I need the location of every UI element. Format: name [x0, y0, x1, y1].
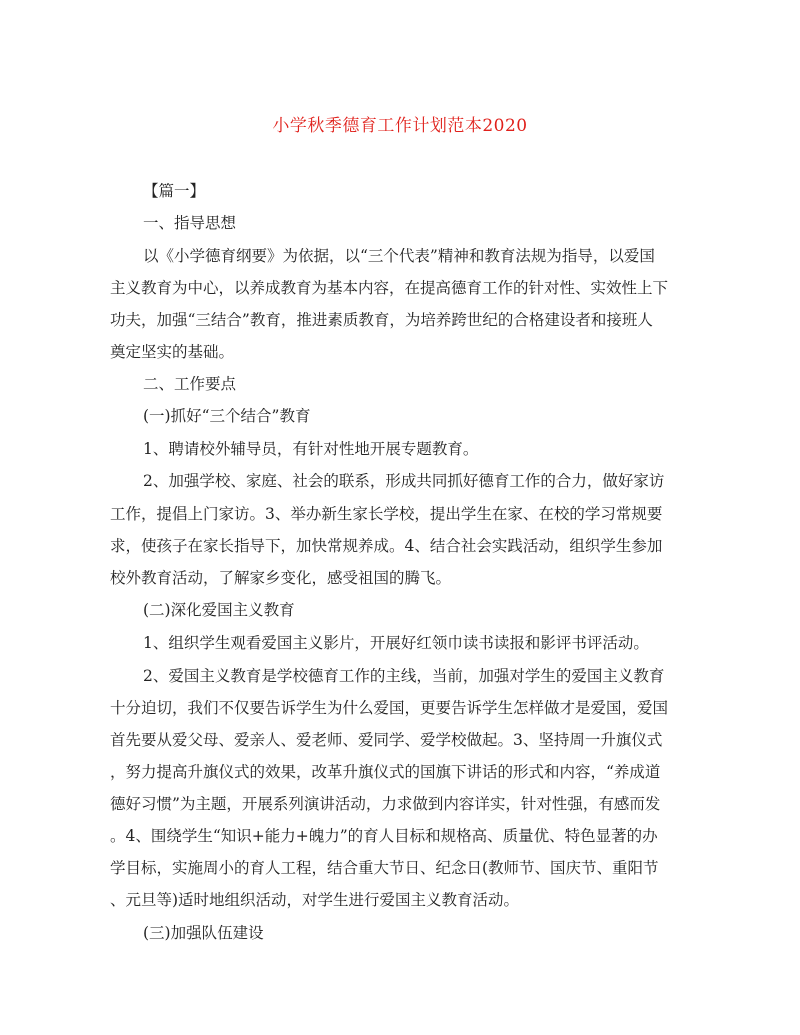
paragraph-line: 工作，提倡上门家访。3、举办新生家长学校，提出学生在家、在校的学习常规要	[110, 505, 663, 523]
document-title: 小学秋季德育工作计划范本2020	[272, 116, 528, 136]
paragraph-line: 。4、围绕学生“知识+能力+魄力”的育人目标和规格高、质量优、特色显著的办	[110, 827, 658, 845]
paragraph-line: 十分迫切，我们不仅要告诉学生为什么爱国，更要告诉学生怎样做才是爱国，爱国	[110, 699, 669, 717]
heading-work-points: 二、工作要点	[143, 375, 237, 393]
paragraph-line: 校外教育活动，了解家乡变化，感受祖国的腾飞。	[110, 569, 452, 587]
paragraph-line: 德好习惯”为主题，开展系列演讲活动，力求做到内容详实，针对性强，有感而发	[110, 795, 661, 813]
subheading-three-combinations: (一)抓好“三个结合”教育	[143, 407, 311, 425]
paragraph-line: 学目标，实施周小的育人工程，结合重大节日、纪念日(教师节、国庆节、重阳节	[110, 859, 659, 877]
paragraph-line: 1、聘请校外辅导员，有针对性地开展专题教育。	[143, 440, 479, 458]
paragraph-line: 2、爱国主义教育是学校德育工作的主线，当前，加强对学生的爱国主义教育	[143, 667, 665, 685]
paragraph-line: ，努力提高升旗仪式的效果，改革升旗仪式的国旗下讲话的形式和内容，“养成道	[110, 763, 661, 781]
paragraph-line: 奠定坚实的基础。	[110, 343, 235, 361]
paragraph-line: 2、加强学校、家庭、社会的联系，形成共同抓好德育工作的合力，做好家访	[143, 472, 665, 490]
subheading-team-building: (三)加强队伍建设	[143, 924, 264, 942]
paragraph-line: 功夫，加强“三结合”教育，推进素质教育，为培养跨世纪的合格建设者和接班人	[110, 311, 653, 329]
paragraph-line: 主义教育为中心，以养成教育为基本内容，在提高德育工作的针对性、实效性上下	[110, 279, 669, 297]
paragraph-line: 首先要从爱父母、爱亲人、爱老师、爱同学、爱学校做起。3、坚持周一升旗仪式	[110, 731, 663, 749]
subheading-patriotism: (二)深化爱国主义教育	[143, 601, 295, 619]
paragraph-line: 1、组织学生观看爱国主义影片，开展好红领巾读书读报和影评书评活动。	[143, 634, 649, 652]
paragraph-line: 以《小学德育纲要》为依据，以“三个代表”精神和教育法规为指导，以爱国	[143, 247, 655, 265]
heading-guiding-ideology: 一、指导思想	[143, 214, 237, 232]
section-heading: 【篇一】	[143, 182, 206, 200]
paragraph-line: 求，使孩子在家长指导下，加快常规养成。4、结合社会实践活动，组织学生参加	[110, 537, 663, 555]
paragraph-line: 、元旦等)适时地组织活动，对学生进行爱国主义教育活动。	[110, 891, 520, 909]
